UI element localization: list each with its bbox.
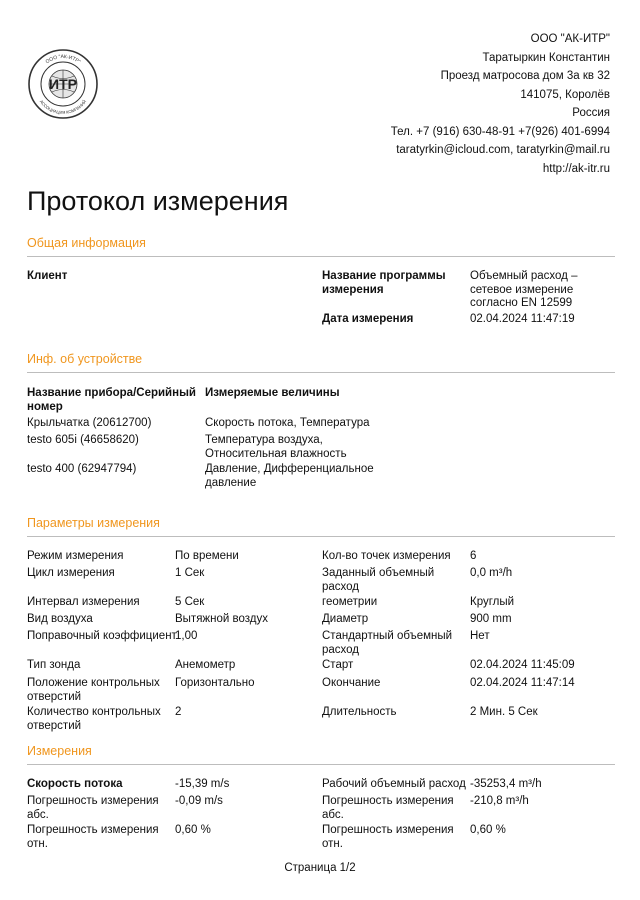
param-value: По времени [175,550,239,562]
param-label: Тип зонда [27,659,81,671]
param-label: Диаметр [322,613,369,625]
device-row-name: testo 605i (46658620) [27,434,139,446]
section-measurements-heading: Измерения [27,744,615,765]
phone: Тел. +7 (916) 630-48-91 +7(926) 401-6994 [390,125,610,138]
client-label: Клиент [27,270,68,282]
device-row-values: Давление, Дифференциальное давление [205,463,374,489]
measurement-value: -210,8 m³/h [470,795,529,807]
device-col-values-header: Измеряемые величины [205,387,340,399]
param-value: 6 [470,550,477,562]
svg-text:ООО "АК-ИТР" [45,54,82,65]
page-title: Протокол измерения [27,186,289,216]
param-label: Заданный объемный расход [322,567,435,593]
measurement-label: Рабочий объемный расход [322,778,466,790]
param-value: 02.04.2024 11:45:09 [470,659,575,671]
contact-person: Таратыркин Константин [482,51,610,64]
company-name: ООО "АК-ИТР" [530,33,610,45]
param-label: Положение контрольных отверстий [27,677,160,703]
address-country: Россия [572,107,610,119]
param-value: 5 Сек [175,596,205,608]
device-row-name: testo 400 (62947794) [27,463,137,475]
param-value: Горизонтально [175,677,255,689]
website: http://ak-itr.ru [542,162,610,175]
company-logo [27,48,99,120]
measurement-value: -0,09 m/s [175,795,223,807]
measurement-value: 0,60 % [175,824,211,836]
param-label: Цикл измерения [27,567,115,579]
param-value: 2 Мин. 5 Сек [470,706,538,718]
measurement-value: -35253,4 m³/h [470,778,542,790]
param-value: Вытяжной воздух [175,613,268,625]
param-label: Длительность [322,706,397,718]
param-label: Стандартный объемный расход [322,630,453,656]
measurement-label: Скорость потока [27,778,123,790]
section-params-heading: Параметры измерения [27,516,615,537]
param-value: Круглый [470,596,515,608]
param-value: 02.04.2024 11:47:14 [470,677,575,689]
param-value: Анемометр [175,659,236,671]
param-value: 2 [175,706,182,718]
param-label: геометрии [322,596,378,608]
param-label: Режим измерения [27,550,124,562]
email: taratyrkin@icloud.com, taratyrkin@mail.ru [396,144,610,156]
date-label: Дата измерения [322,313,414,325]
company-info [391,30,610,178]
program-label: Название программы измерения [322,270,446,296]
logo-ring-top-text: ООО "АК-ИТР" [44,53,82,66]
param-label: Окончание [322,677,381,689]
device-row-values: Температура воздуха, Относительная влажность [205,434,347,460]
device-row-name: Крыльчатка (20612700) [27,417,152,429]
logo-ring-bottom-text: АССОЦИАЦИЯ КОМПАНИЙ [38,99,88,116]
measurement-label: Погрешность измерения абс. [27,795,159,821]
measurement-label: Погрешность измерения отн. [322,824,454,850]
program-value: Объемный расход – сетевое измерение согласно EN 12599 [470,270,578,309]
address-street: Проезд матросова дом 3а кв 32 [440,70,610,82]
device-col-name-header: Название прибора/Серийный номер [27,387,196,413]
logo-center-text: ИТР [49,76,77,92]
param-value: 900 mm [470,613,512,625]
address-city: 141075, Королёв [520,88,610,101]
param-label: Кол-во точек измерения [322,550,451,562]
date-value: 02.04.2024 11:47:19 [470,313,575,325]
param-value: 1,00 [175,630,198,642]
param-label: Количество контрольных отверстий [27,706,161,732]
page-number: Страница 1/2 [284,862,356,874]
param-label: Поправочный коэффициент [27,630,177,642]
measurement-label: Погрешность измерения абс. [322,795,454,821]
measurement-value: -15,39 m/s [175,778,230,790]
measurement-value: 0,60 % [470,824,506,836]
param-value: 0,0 m³/h [470,567,513,579]
param-label: Вид воздуха [27,613,93,625]
param-label: Интервал измерения [27,596,140,608]
measurement-label: Погрешность измерения отн. [27,824,159,850]
section-device-heading: Инф. об устройстве [27,352,615,373]
param-value: 1 Сек [175,567,205,579]
param-label: Старт [322,659,354,671]
device-row-values: Скорость потока, Температура [205,417,370,429]
param-value: Нет [470,630,490,642]
section-general-heading: Общая информация [27,236,615,257]
